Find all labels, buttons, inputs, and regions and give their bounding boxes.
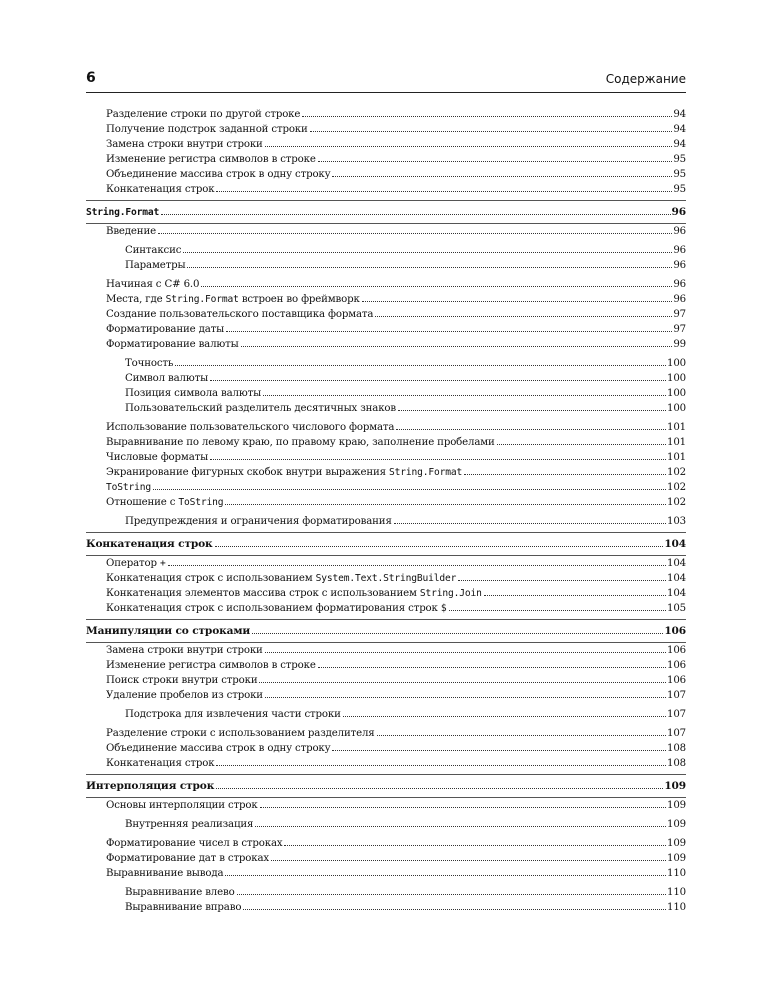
dot-leader bbox=[263, 394, 666, 396]
toc-entry-title bbox=[106, 495, 223, 510]
dot-leader bbox=[318, 666, 666, 668]
toc-entry-title bbox=[125, 817, 253, 832]
toc-entry-title bbox=[106, 866, 223, 881]
dot-leader bbox=[183, 251, 672, 253]
title-text: Позиция символа валюты bbox=[125, 388, 262, 399]
dot-leader bbox=[175, 364, 666, 366]
dot-leader bbox=[458, 579, 666, 581]
toc-page-number: 102 bbox=[667, 497, 686, 508]
title-text: Удаление пробелов из строки bbox=[106, 690, 263, 701]
title-text: Конкатенация строк bbox=[106, 758, 215, 769]
title-text: встроен во фреймворк bbox=[238, 294, 360, 305]
toc-entry-title bbox=[106, 851, 269, 866]
toc-entry-title bbox=[125, 356, 173, 371]
toc-entry-title bbox=[125, 900, 241, 915]
toc-page-number: 101 bbox=[667, 437, 686, 448]
toc-entry[interactable] bbox=[106, 122, 686, 137]
chapter-divider bbox=[86, 532, 686, 533]
toc-entry-title bbox=[106, 798, 258, 813]
code-text: + bbox=[159, 558, 166, 569]
toc-entry-title bbox=[125, 371, 208, 386]
toc-entry-title bbox=[125, 386, 261, 401]
title-text: Форматирование дат в строках bbox=[106, 853, 270, 864]
toc-page-number: 105 bbox=[667, 603, 686, 614]
toc-page-number: 97 bbox=[673, 309, 686, 320]
title-text: Внутренняя реализация bbox=[125, 819, 254, 830]
toc-entry-title bbox=[106, 741, 330, 756]
toc-page-number: 100 bbox=[667, 403, 686, 414]
toc-page-number: 109 bbox=[667, 838, 686, 849]
toc-entry-title bbox=[106, 601, 447, 616]
dot-leader bbox=[153, 488, 666, 490]
title-text: Подстрока для извлечения части строки bbox=[125, 709, 341, 720]
toc-page-number: 94 bbox=[673, 124, 686, 135]
toc-chapter[interactable] bbox=[86, 779, 686, 794]
dot-leader bbox=[216, 787, 663, 789]
title-text: Разделение строки по другой строке bbox=[106, 109, 301, 120]
toc-entry[interactable] bbox=[106, 224, 686, 239]
toc-entry-title bbox=[106, 658, 316, 673]
code-text: String.Format bbox=[165, 294, 239, 305]
toc-entry[interactable] bbox=[106, 726, 686, 741]
title-text: Форматирование чисел в строках bbox=[106, 838, 283, 849]
toc-page-number: 108 bbox=[667, 758, 686, 769]
dot-leader bbox=[210, 458, 666, 460]
toc-page-number: 106 bbox=[667, 675, 686, 686]
chapter-divider bbox=[86, 200, 686, 201]
title-text: Оператор bbox=[106, 558, 160, 569]
dot-leader bbox=[375, 315, 672, 317]
dot-leader bbox=[225, 503, 666, 505]
title-text: Предупреждения и ограничения форматирования bbox=[125, 516, 392, 527]
toc-chapter[interactable] bbox=[86, 205, 686, 220]
dot-leader bbox=[201, 285, 672, 287]
code-text: ToString bbox=[106, 482, 152, 493]
toc-page-number: 96 bbox=[673, 245, 686, 256]
toc-entry-title bbox=[106, 836, 282, 851]
dot-leader bbox=[265, 696, 666, 698]
toc-entry[interactable] bbox=[106, 107, 686, 122]
toc-page-number: 96 bbox=[673, 226, 686, 237]
toc-page-number: 109 bbox=[667, 853, 686, 864]
toc-entry-title bbox=[106, 726, 375, 741]
dot-leader bbox=[210, 379, 666, 381]
toc-page-number: 94 bbox=[673, 109, 686, 120]
toc-entry[interactable] bbox=[106, 167, 686, 182]
toc-entry[interactable] bbox=[106, 688, 686, 703]
code-text: String.Format bbox=[86, 207, 160, 218]
title-text: Параметры bbox=[125, 260, 186, 271]
dot-leader bbox=[259, 681, 666, 683]
toc-entry-title bbox=[86, 537, 213, 552]
toc-entry-title bbox=[125, 243, 181, 258]
toc-entry[interactable] bbox=[125, 401, 686, 416]
toc-entry-title bbox=[106, 137, 263, 152]
title-text: Введение bbox=[106, 226, 156, 237]
toc-entry[interactable] bbox=[106, 643, 686, 658]
dot-leader bbox=[252, 632, 663, 634]
toc-entry-title bbox=[106, 292, 360, 307]
code-text: String.Join bbox=[419, 588, 482, 599]
toc-entry-title bbox=[106, 277, 199, 292]
toc-entry[interactable] bbox=[106, 495, 686, 510]
toc-page-number: 100 bbox=[667, 373, 686, 384]
toc-chapter[interactable] bbox=[86, 537, 686, 552]
toc-entry[interactable] bbox=[106, 337, 686, 352]
title-text: Конкатенация строк с использованием форматирования строк bbox=[106, 603, 441, 614]
toc-page-number: 96 bbox=[673, 279, 686, 290]
toc-entry-title bbox=[106, 643, 263, 658]
toc-entry-title bbox=[106, 182, 214, 197]
toc-page-number: 108 bbox=[667, 743, 686, 754]
running-title: Содержание bbox=[605, 72, 686, 86]
dot-leader bbox=[396, 428, 666, 430]
toc-page-number: 109 bbox=[667, 819, 686, 830]
toc-entry[interactable] bbox=[106, 673, 686, 688]
toc-page-number: 104 bbox=[667, 573, 686, 584]
title-text: Форматирование валюты bbox=[106, 339, 239, 350]
title-text: Изменение регистра символов в строке bbox=[106, 154, 316, 165]
toc-entry[interactable] bbox=[125, 258, 686, 273]
title-text: Точность bbox=[125, 358, 174, 369]
title-text: Пользовательский разделитель десятичных знаков bbox=[125, 403, 396, 414]
dot-leader bbox=[168, 564, 666, 566]
toc-entry-title bbox=[106, 224, 156, 239]
dot-leader bbox=[216, 764, 666, 766]
toc-entry[interactable] bbox=[106, 756, 686, 771]
toc-entry[interactable] bbox=[106, 182, 686, 197]
toc-entry[interactable] bbox=[106, 741, 686, 756]
title-text: Объединение массива строк в одну строку bbox=[106, 743, 331, 754]
toc-page-number: 107 bbox=[667, 709, 686, 720]
dot-leader bbox=[215, 545, 664, 547]
dot-leader bbox=[394, 522, 666, 524]
toc-page-number: 97 bbox=[673, 324, 686, 335]
chapter-divider bbox=[86, 774, 686, 775]
toc-page-number: 100 bbox=[667, 388, 686, 399]
toc-entry-title bbox=[106, 167, 330, 182]
title-text: Замена строки внутри строки bbox=[106, 645, 263, 656]
dot-leader bbox=[449, 609, 667, 611]
toc-entry[interactable] bbox=[106, 658, 686, 673]
title-text: Конкатенация строк bbox=[106, 184, 215, 195]
dot-leader bbox=[343, 715, 666, 717]
dot-leader bbox=[216, 190, 672, 192]
title-text: Выравнивание влево bbox=[125, 887, 235, 898]
toc-page-number: 95 bbox=[673, 154, 686, 165]
toc-entry-title bbox=[106, 465, 462, 480]
toc-page-number: 102 bbox=[667, 467, 686, 478]
dot-leader bbox=[255, 825, 666, 827]
code-text: $ bbox=[440, 603, 447, 614]
title-text: Основы интерполяции строк bbox=[106, 800, 258, 811]
toc-page-number: 101 bbox=[667, 422, 686, 433]
toc-page-number: 107 bbox=[667, 690, 686, 701]
toc-entry-title bbox=[106, 152, 316, 167]
toc-entry[interactable] bbox=[125, 371, 686, 386]
toc-page-number: 95 bbox=[673, 169, 686, 180]
toc-entry[interactable] bbox=[106, 137, 686, 152]
toc-entry-title bbox=[125, 885, 235, 900]
title-text: Получение подстрок заданной строки bbox=[106, 124, 308, 135]
title-text: Разделение строки с использованием разделителя bbox=[106, 728, 375, 739]
toc-page-number: 110 bbox=[667, 887, 686, 898]
toc-entry-title bbox=[125, 707, 341, 722]
title-text: Выравнивание по левому краю, по правому краю, заполнение пробелами bbox=[106, 437, 495, 448]
toc-entry[interactable] bbox=[125, 356, 686, 371]
toc-chapter[interactable] bbox=[86, 624, 686, 639]
title-text: Манипуляции со строками bbox=[86, 625, 251, 637]
toc-entry[interactable] bbox=[106, 601, 686, 616]
title-text: Форматирование даты bbox=[106, 324, 225, 335]
toc-entry[interactable] bbox=[106, 420, 686, 435]
code-text: System.Text.StringBuilder bbox=[315, 573, 457, 584]
toc-page-number: 106 bbox=[664, 625, 686, 637]
title-text: Изменение регистра символов в строке bbox=[106, 660, 316, 671]
toc-page-number: 103 bbox=[667, 516, 686, 527]
dot-leader bbox=[243, 908, 666, 910]
toc-entry[interactable] bbox=[106, 465, 686, 480]
dot-leader bbox=[187, 266, 672, 268]
title-text: Синтаксис bbox=[125, 245, 182, 256]
code-text: ToString bbox=[178, 497, 224, 508]
title-text: Числовые форматы bbox=[106, 452, 209, 463]
toc-entry[interactable] bbox=[125, 707, 686, 722]
dot-leader bbox=[318, 160, 673, 162]
title-text: Отношение с bbox=[106, 497, 179, 508]
toc-page-number: 100 bbox=[667, 358, 686, 369]
toc-entry-title bbox=[125, 514, 392, 529]
toc-entry-title bbox=[106, 571, 456, 586]
page-number: 6 bbox=[86, 70, 96, 86]
dot-leader bbox=[271, 859, 666, 861]
dot-leader bbox=[310, 130, 673, 132]
toc-entry[interactable] bbox=[106, 851, 686, 866]
toc-entry-title bbox=[106, 450, 208, 465]
title-text: Объединение массива строк в одну строку bbox=[106, 169, 331, 180]
dot-leader bbox=[497, 443, 666, 445]
toc-entry-title bbox=[106, 480, 151, 495]
dot-leader bbox=[398, 409, 666, 411]
toc-entry[interactable] bbox=[125, 900, 686, 915]
toc-entry[interactable] bbox=[106, 586, 686, 601]
title-text: Поиск строки внутри строки bbox=[106, 675, 258, 686]
toc-entry[interactable] bbox=[106, 450, 686, 465]
title-text: Замена строки внутри строки bbox=[106, 139, 263, 150]
dot-leader bbox=[265, 145, 673, 147]
dot-leader bbox=[265, 651, 666, 653]
toc-entry-title bbox=[106, 556, 166, 571]
toc-entry-title bbox=[106, 756, 214, 771]
toc-entry-title bbox=[106, 107, 300, 122]
toc-entry[interactable] bbox=[106, 277, 686, 292]
toc-entry[interactable] bbox=[125, 243, 686, 258]
dot-leader bbox=[332, 749, 666, 751]
title-text: Использование пользовательского числового формата bbox=[106, 422, 395, 433]
dot-leader bbox=[362, 300, 673, 302]
toc-page-number: 109 bbox=[664, 780, 686, 792]
dot-leader bbox=[377, 734, 666, 736]
toc-page-number: 104 bbox=[664, 538, 686, 550]
toc-entry[interactable] bbox=[106, 866, 686, 881]
dot-leader bbox=[225, 874, 666, 876]
title-text: Начиная с C# 6.0 bbox=[106, 279, 200, 290]
toc-page-number: 109 bbox=[667, 800, 686, 811]
toc-page-number: 104 bbox=[667, 558, 686, 569]
dot-leader bbox=[464, 473, 666, 475]
dot-leader bbox=[332, 175, 672, 177]
dot-leader bbox=[226, 330, 672, 332]
toc-page-number: 96 bbox=[673, 260, 686, 271]
toc-entry-title bbox=[86, 779, 214, 794]
toc-entry[interactable] bbox=[125, 386, 686, 401]
toc-page-number: 96 bbox=[671, 206, 686, 218]
toc-page-number: 99 bbox=[673, 339, 686, 350]
toc-entry-title bbox=[125, 258, 185, 273]
toc-entry-title bbox=[106, 420, 394, 435]
title-text: Экранирование фигурных скобок внутри выражения bbox=[106, 467, 389, 478]
toc-entry[interactable] bbox=[106, 307, 686, 322]
toc-page-number: 101 bbox=[667, 452, 686, 463]
title-text: Места, где bbox=[106, 294, 166, 305]
toc-entry-title bbox=[106, 435, 495, 450]
title-text: Конкатенация строк bbox=[86, 538, 213, 550]
code-text: String.Format bbox=[388, 467, 463, 478]
toc-page-number: 110 bbox=[667, 868, 686, 879]
title-text: Символ валюты bbox=[125, 373, 209, 384]
toc-entry-title bbox=[86, 624, 250, 639]
toc-entry[interactable] bbox=[106, 322, 686, 337]
toc-page-number: 104 bbox=[667, 588, 686, 599]
toc-entry[interactable] bbox=[106, 292, 686, 307]
title-text: Выравнивание вправо bbox=[125, 902, 242, 913]
dot-leader bbox=[302, 115, 672, 117]
toc-page-number: 106 bbox=[667, 660, 686, 671]
dot-leader bbox=[241, 345, 673, 347]
toc-entry[interactable] bbox=[125, 514, 686, 529]
dot-leader bbox=[158, 232, 672, 234]
toc-entry-title bbox=[106, 673, 257, 688]
title-text: Создание пользовательского поставщика формата bbox=[106, 309, 374, 320]
title-text: Интерполяция строк bbox=[86, 780, 215, 792]
toc-page-number: 106 bbox=[667, 645, 686, 656]
toc-entry-title bbox=[106, 307, 373, 322]
toc-entry-title bbox=[125, 401, 396, 416]
toc-entry[interactable] bbox=[106, 836, 686, 851]
toc-page-number: 94 bbox=[673, 139, 686, 150]
dot-leader bbox=[484, 594, 666, 596]
title-text: Конкатенация элементов массива строк с использованием bbox=[106, 588, 420, 599]
toc-entry[interactable] bbox=[125, 885, 686, 900]
chapter-divider bbox=[86, 619, 686, 620]
toc-entry-title bbox=[106, 322, 224, 337]
toc-page-number: 102 bbox=[667, 482, 686, 493]
toc-page-number: 95 bbox=[673, 184, 686, 195]
toc-entry[interactable] bbox=[106, 480, 686, 495]
toc-entry-title bbox=[106, 337, 239, 352]
toc-entry-title bbox=[106, 122, 308, 137]
title-text: Конкатенация строк с использованием bbox=[106, 573, 316, 584]
toc-entry[interactable] bbox=[106, 571, 686, 586]
title-text: Выравнивание вывода bbox=[106, 868, 224, 879]
dot-leader bbox=[284, 844, 666, 846]
toc-entry-title bbox=[86, 205, 159, 220]
toc-entry[interactable] bbox=[125, 817, 686, 832]
toc-entry[interactable] bbox=[106, 435, 686, 450]
toc-entry[interactable] bbox=[106, 798, 686, 813]
toc-entry-title bbox=[106, 586, 482, 601]
toc-page-number: 110 bbox=[667, 902, 686, 913]
dot-leader bbox=[161, 213, 670, 215]
toc-entry-title bbox=[106, 688, 263, 703]
dot-leader bbox=[237, 893, 666, 895]
toc-page-number: 96 bbox=[673, 294, 686, 305]
dot-leader bbox=[260, 806, 666, 808]
toc-page-number: 107 bbox=[667, 728, 686, 739]
toc-entry[interactable] bbox=[106, 556, 686, 571]
toc-entry[interactable] bbox=[106, 152, 686, 167]
